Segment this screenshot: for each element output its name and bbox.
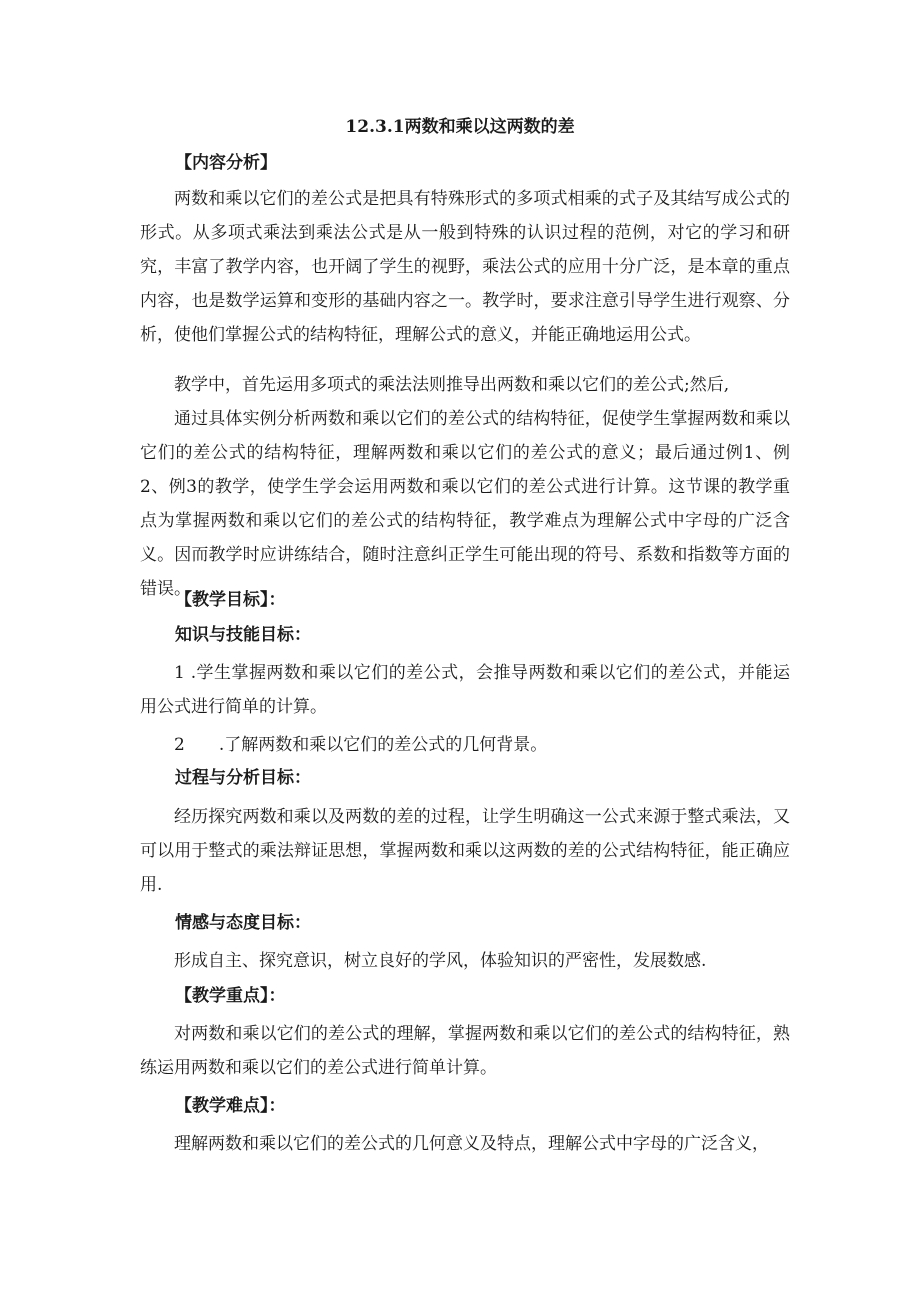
key-points-text: 对两数和乘以它们的差公式的理解，掌握两数和乘以它们的差公式的结构特征，熟练运用两数和乘以它们的差公式进行简单计算。 <box>140 1024 790 1078</box>
content-analysis-paragraph-1: 两数和乘以它们的差公式是把具有特殊形式的多项式相乘的式子及其结写成公式的形式。从多项式乘法到乘法公式是从一般到特殊的认识过程的范例，对它的学习和研究，丰富了教学内容，也开阔了学生的视野，乘法公式的应用十分广泛，是本章的重点内容，也是数学运算和变形的基础内容之一。教学时，要求注意引导学生进行观察、分析，使他们掌握公式的结构特征，理解公式的意义，并能正确地运用公式。 <box>140 189 790 345</box>
key-points-heading: 【教学重点】： <box>175 986 286 1006</box>
content-analysis-heading: 【内容分析】 <box>175 153 277 173</box>
content-analysis-paragraph-3: 通过具体实例分析两数和乘以它们的差公式的结构特征，促使学生掌握两数和乘以它们的差公式的结构特征，理解两数和乘以它们的差公式的意义；最后通过例1、例2、例3的教学，使学生学会运用两数和乘以它们的差公式进行计算。这节课的教学重点为掌握两数和乘以它们的差公式的结构特征，教学难点为理解公式中字母的广泛含义。因而教学时应讲练结合，随时注意纠正学生可能出现的符号、系数和指数等方面的错误。 <box>140 409 790 599</box>
process-goals-heading: 过程与分析目标： <box>175 768 311 788</box>
process-goals-text: 经历探究两数和乘以及两数的差的过程，让学生明确这一公式来源于整式乘法，又可以用于整式的乘法辩证思想，掌握两数和乘以这两数的差的公式结构特征，能正确应用. <box>140 807 790 895</box>
emotion-goals-text: 形成自主、探究意识，树立良好的学风，体验知识的严密性，发展数感. <box>174 951 707 971</box>
emotion-goals-heading: 情感与态度目标： <box>175 913 311 933</box>
difficulties-text: 理解两数和乘以它们的差公式的几何意义及特点，理解公式中字母的广泛含义， <box>174 1134 769 1154</box>
content-analysis-paragraph-2: 教学中，首先运用多项式的乘法法则推导出两数和乘以它们的差公式;然后, <box>174 375 730 395</box>
knowledge-goal-item-2: 2 .了解两数和乘以它们的差公式的几何背景。 <box>174 735 548 755</box>
knowledge-goal-item-1: 1 .学生掌握两数和乘以它们的差公式，会推导两数和乘以它们的差公式，并能运用公式进行简单的计算。 <box>140 663 790 717</box>
teaching-goals-heading: 【教学目标】： <box>175 590 286 610</box>
difficulties-heading: 【教学难点】： <box>175 1096 286 1116</box>
knowledge-skill-goals-heading: 知识与技能目标： <box>175 625 311 645</box>
page-title: 12.3.1两数和乘以这两数的差 <box>345 117 575 137</box>
